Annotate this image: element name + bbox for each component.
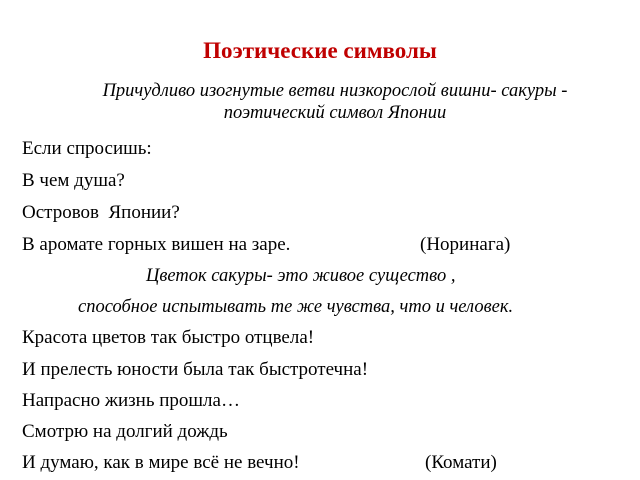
poem2-line-4: Смотрю на долгий дождь xyxy=(22,421,228,442)
subtitle xyxy=(40,80,630,124)
poem1-author: (Норинага) xyxy=(420,234,511,255)
poem2-line-1: Красота цветов так быстро отцвела! xyxy=(22,327,315,348)
quote-line-1: Цветок сакуры- это живое существо , xyxy=(146,266,456,286)
poem2-line-5: И думаю, как в мире всё не вечно! xyxy=(22,452,300,473)
poem1-line-4: В аромате горных вишен на заре. xyxy=(22,234,291,255)
subtitle-line-1: Причудливо изогнутые ветви низкорослой вишни- сакуры - xyxy=(102,81,568,101)
poem1-line-3: Островов Японии? xyxy=(22,202,180,223)
poem2-line-3: Напрасно жизнь прошла… xyxy=(22,390,240,411)
poem2-author: (Комати) xyxy=(425,452,497,473)
quote-line-2: способное испытывать те же чувства, что и человек. xyxy=(78,297,514,317)
poem1-line-1: Если спросишь: xyxy=(22,138,152,159)
poem2-line-2: И прелесть юности была так быстротечна! xyxy=(22,359,369,380)
page-title: Поэтические символы xyxy=(203,38,437,63)
poem1-line-2: В чем душа? xyxy=(22,170,125,191)
subtitle-line-2: поэтический символ Японии xyxy=(223,103,447,123)
